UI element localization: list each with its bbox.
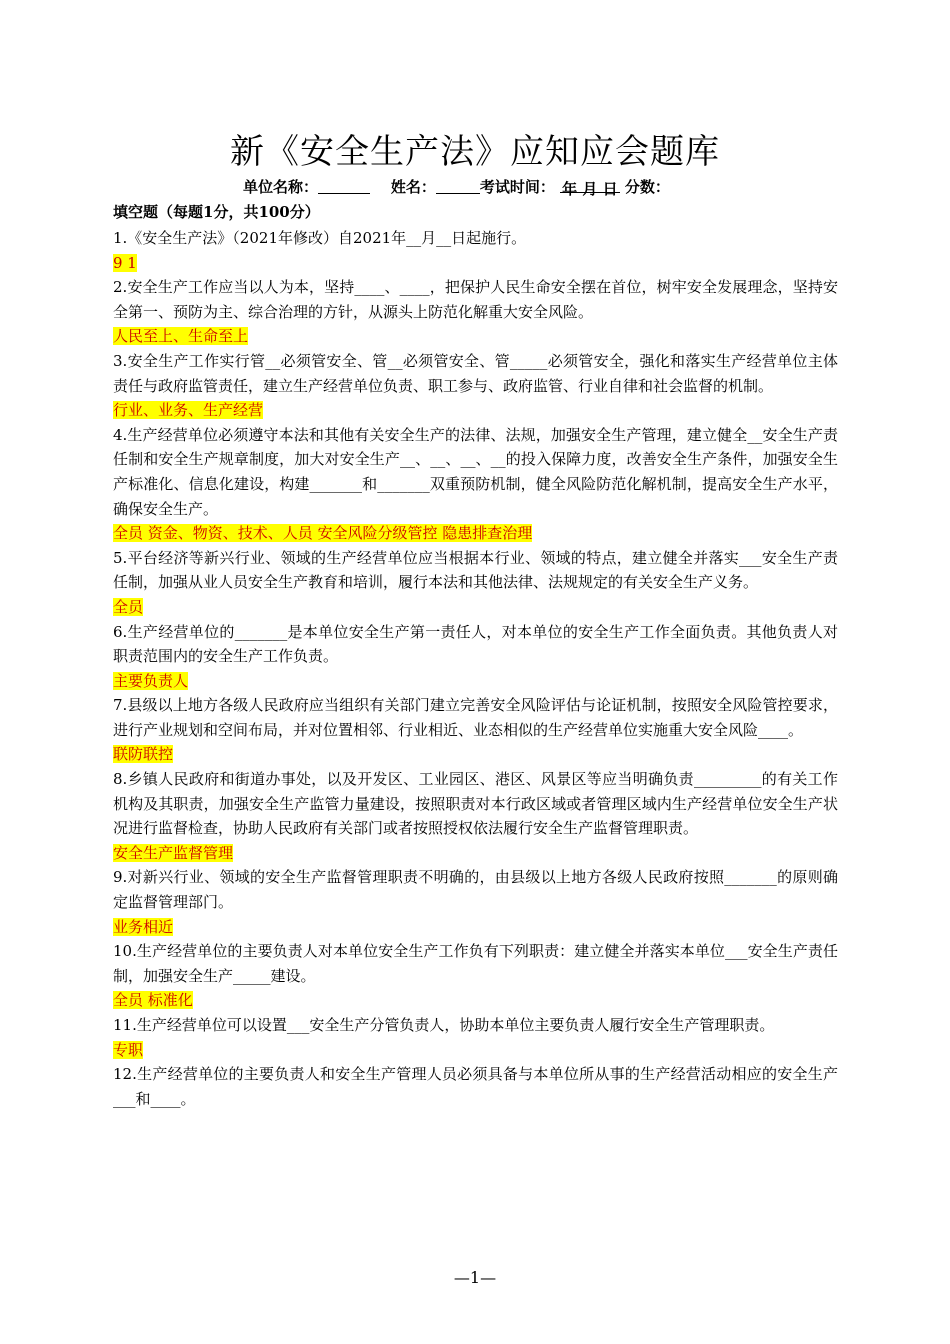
answer-text: 专职	[113, 1040, 144, 1059]
answer-text: 安全生产监督管理	[113, 843, 234, 862]
answer-text: 全员 资金、物资、技术、人员 安全风险分级管控 隐患排查治理	[113, 524, 533, 543]
question-text: 12.生产经营单位的主要负责人和安全生产管理人员必须具备与本单位所从事的生产经营活动相应的安全生产___和____。	[113, 1065, 838, 1108]
answer-text: 主要负责人	[113, 671, 189, 690]
exam-header	[243, 176, 670, 198]
section-title: 填空题（每题1分，共100分）	[113, 203, 320, 221]
answer-text: 人民至上、生命至上	[113, 327, 249, 346]
question-text: 8.乡镇人民政府和街道办事处，以及开发区、工业园区、港区、风景区等应当明确负责_________的有关工作机构及其职责，加强安全生产监管力量建设，按照职责对本行政区域或者管理区域内生产经营单位安全生产状况进行监督检查，协助人民政府有关部门或者按照授权依法履行安全生产监督管理职责。	[113, 770, 838, 838]
unit-name-label: 单位名称：	[243, 178, 319, 196]
answer-text: 业务相近	[113, 917, 174, 936]
unit-name-blank	[318, 179, 370, 194]
answer-text: 全员 标准化	[113, 991, 193, 1010]
document-title: 新《安全生产法》应知应会题库	[230, 132, 720, 172]
question-text: 11.生产经营单位可以设置___安全生产分管负责人，协助本单位主要负责人履行安全生产管理职责。	[113, 1016, 775, 1034]
question-text: 5.平台经济等新兴行业、领域的生产经营单位应当根据本行业、领域的特点，建立健全并落实___安全生产责任制，加强从业人员安全生产教育和培训，履行本法和其他法律、法规规定的有关安全生产义务。	[113, 548, 838, 592]
question-text: 1.《安全生产法》（2021年修改）自2021年__月__日起施行。	[113, 229, 527, 247]
question-text: 6.生产经营单位的_______是本单位安全生产第一责任人，对本单位的安全生产工作全面负责。其他负责人对职责范围内的安全生产工作负责。	[113, 622, 838, 666]
answer-text: 全员	[113, 597, 144, 616]
question-text: 3.安全生产工作实行管__必须管安全、管__必须管安全、管_____必须管安全，强化和落实生产经营单位主体责任与政府监管责任，建立生产经营单位负责、职工参与、政府监管、行业自律和社会监督的机制。	[113, 351, 838, 395]
question-text: 10.生产经营单位的主要负责人对本单位安全生产工作负有下列职责：建立健全并落实本单位___安全生产责任制，加强安全生产_____建设。	[113, 942, 838, 985]
name-label: 姓名：	[390, 178, 436, 196]
exam-time-label: 考试时间：	[479, 178, 555, 196]
question-text: 9.对新兴行业、领域的安全生产监督管理职责不明确的，由县级以上地方各级人民政府按照_______的原则确定监督管理部门。	[113, 868, 838, 912]
name-blank	[436, 179, 480, 194]
question-list	[113, 226, 838, 1111]
answer-text: 联防联控	[113, 745, 174, 764]
question-text: 7.县级以上地方各级人民政府应当组织有关部门建立完善安全风险评估与论证机制，按照安全风险管控要求，进行产业规划和空间布局，并对位置相邻、行业相近、业态相似的生产经营单位实施重大安全风险____。	[113, 696, 838, 739]
exam-date: 年 月 日	[562, 180, 618, 198]
answer-text: 行业、业务、生产经营	[113, 401, 264, 420]
answer-text: 9 1	[113, 253, 137, 272]
question-text: 4.生产经营单位必须遵守本法和其他有关安全生产的法律、法规，加强安全生产管理，建立健全__安全生产责任制和安全生产规章制度，加大对安全生产__、__、__、__的投入保障力度，改善安全生产条件，加强安全生产标准化、信息化建设，构建_______和_______双重预防机制，健全风险防范化解机制，提高安全生产水平，确保安全生产。	[113, 425, 838, 518]
score-label: 分数：	[624, 178, 670, 196]
page-number: —1—	[453, 1268, 497, 1287]
question-text: 2.安全生产工作应当以人为本，坚持____、____，把保护人民生命安全摆在首位，树牢安全发展理念，坚持安全第一、预防为主、综合治理的方针，从源头上防范化解重大安全风险。	[113, 278, 838, 321]
